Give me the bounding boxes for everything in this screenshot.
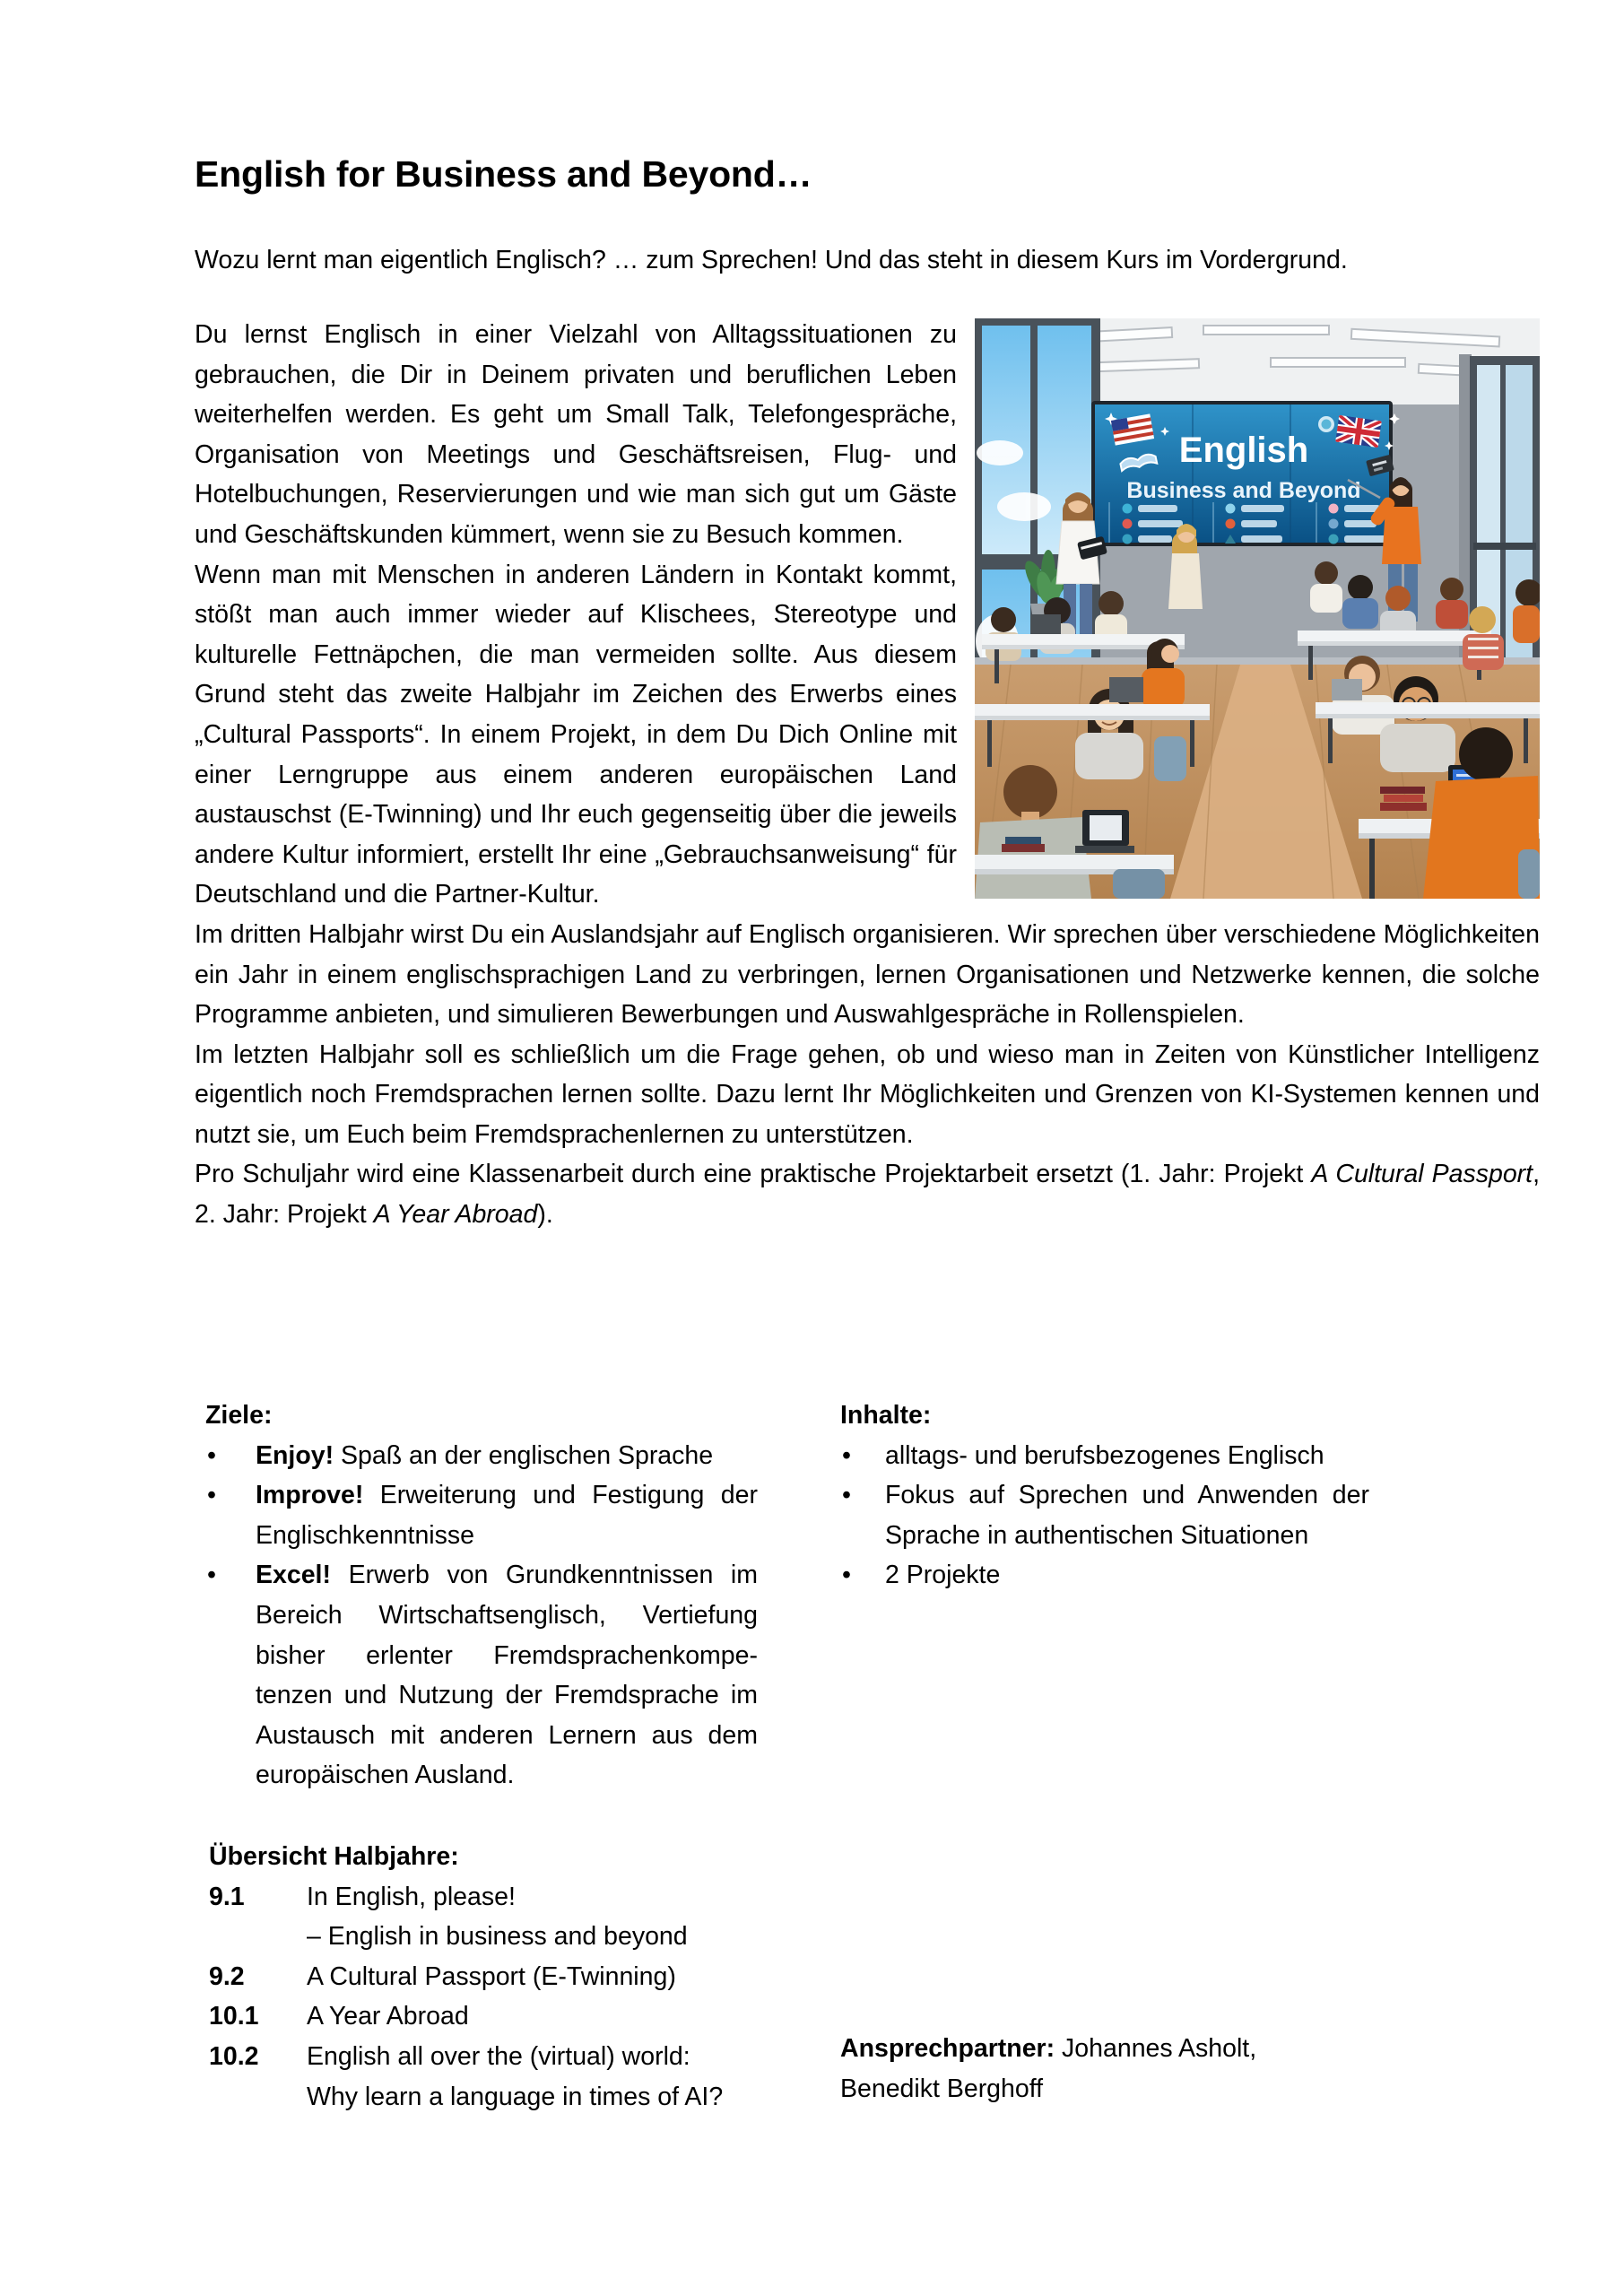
projection-screen bbox=[1091, 401, 1400, 546]
content-text: Fokus auf Sprechen und Anwenden der Sprache in authentischen Situationen bbox=[885, 1481, 1369, 1550]
contact-line-1 bbox=[840, 2029, 1396, 2069]
table-row bbox=[209, 1957, 837, 1997]
table-row bbox=[209, 1877, 837, 1957]
semester-topic bbox=[307, 2037, 837, 2117]
goals-column bbox=[195, 1396, 840, 1796]
goal-text: Erweiterung und Festigung der Englischkenntnisse bbox=[256, 1481, 758, 1550]
paragraph-5 bbox=[195, 1154, 1540, 1234]
content-text: alltags- und berufsbezogenes Englisch bbox=[885, 1440, 1324, 1470]
overview-heading: Übersicht Halbjahre: bbox=[209, 1842, 459, 1871]
contents-list bbox=[840, 1436, 1369, 1596]
goal-lead: Enjoy! bbox=[256, 1440, 334, 1470]
list-item bbox=[205, 1555, 758, 1796]
goals-contents-section bbox=[195, 1396, 1540, 1796]
bullet-icon: • bbox=[207, 1481, 216, 1510]
baseboard bbox=[975, 657, 1540, 665]
bullet-icon: • bbox=[842, 1481, 851, 1510]
paragraph-3: Im dritten Halbjahr wirst Du ein Auslandsjahr auf Englisch organisieren. Wir sprechen über verschiedene Möglichkeiten ein Jahr in einem englischsprachigen Land zu verbringen, lernen Organisationen und Netzwerke kennen, die solche Programme anbieten, und simulieren Bewerbungen und Auswahlgespräche in Rollenspielen. bbox=[195, 919, 1540, 1030]
classroom-illustration bbox=[975, 318, 1540, 899]
page-title: English for Business and Beyond… bbox=[195, 153, 812, 196]
contact-label: Ansprechpartner: bbox=[840, 2034, 1055, 2063]
goal-lead: Improve! bbox=[256, 1481, 364, 1510]
goal-text: Erwerb von Grundkenntnissen im Bereich Wirtschaftsenglisch, Vertiefung bisher erlenter Fremdsprachenkompetenzen und Nutzung der Fremdsprache im Austausch mit anderen Lernern aus dem europäischen Ausland. bbox=[256, 1561, 758, 1790]
classroom-photo bbox=[975, 318, 1540, 899]
list-item bbox=[205, 1475, 758, 1555]
goal-text: Spaß an der englischen Sprache bbox=[334, 1440, 714, 1470]
semester-number: 10.1 bbox=[209, 2002, 259, 2031]
table-row bbox=[209, 1996, 837, 2037]
project-title-year-abroad: A Year Abroad bbox=[373, 1200, 538, 1230]
screen-title: English bbox=[1178, 430, 1309, 470]
paragraph-5-text: , 2. Jahr: Projekt bbox=[195, 1160, 1540, 1230]
screen-subtitle: Business and Beyond bbox=[1126, 478, 1361, 503]
content-text: 2 Projekte bbox=[885, 1561, 1001, 1590]
topic-line: A Cultural Passport (E-Twinning) bbox=[307, 1961, 676, 1991]
topic-line: – English in business and beyond bbox=[307, 1922, 688, 1952]
contact-block bbox=[840, 2029, 1396, 2109]
semester-topic bbox=[307, 1957, 837, 1997]
intro-line: Wozu lernt man eigentlich Englisch? … zum Sprechen! Und das steht in diesem Kurs im Vordergrund. bbox=[195, 246, 1348, 274]
list-item bbox=[205, 1436, 758, 1476]
semester-number: 9.1 bbox=[209, 1882, 245, 1911]
screen-bullet-list bbox=[1109, 502, 1389, 544]
table-row bbox=[209, 2037, 837, 2117]
paragraph-5-text: ). bbox=[537, 1200, 553, 1230]
goals-heading: Ziele: bbox=[205, 1401, 273, 1430]
paragraph-5-text: Pro Schuljahr wird eine Klassenarbeit durch eine praktische Projektarbeit ersetzt (1. Jahr: Projekt bbox=[195, 1160, 1312, 1189]
semester-topic bbox=[307, 1996, 837, 2037]
list-item bbox=[840, 1475, 1369, 1555]
bullet-icon: • bbox=[207, 1440, 216, 1470]
paragraph-1: Du lernst Englisch in einer Vielzahl von Alltagssituationen zu gebrauchen, die Dir in Deinem privaten und beruflichen Leben weiterhelfen werden. Es geht um Small Talk, Telefongespräche, Organisation von Meetings und Geschäftsreisen, Flug- und Hotelbuchungen, Reservierungen und wie man sich gut um Gäste und Geschäftskunden kümmert, wenn sie zu Besuch kommen. bbox=[195, 320, 957, 549]
contact-name: Benedikt Berghoff bbox=[840, 2074, 1044, 2103]
bullet-icon: • bbox=[842, 1561, 851, 1590]
topic-line: In English, please! bbox=[307, 1882, 516, 1911]
topic-line: A Year Abroad bbox=[307, 2002, 469, 2031]
list-item bbox=[840, 1436, 1369, 1476]
contact-name: Johannes Asholt, bbox=[1055, 2034, 1257, 2063]
semester-number: 10.2 bbox=[209, 2041, 259, 2071]
semester-topic bbox=[307, 1877, 837, 1957]
contents-column bbox=[840, 1396, 1540, 1796]
goals-list bbox=[205, 1436, 758, 1796]
main-text bbox=[195, 315, 1540, 1235]
semester-overview-section bbox=[209, 1837, 837, 2117]
bullet-icon: • bbox=[842, 1440, 851, 1470]
contents-heading: Inhalte: bbox=[840, 1401, 932, 1430]
topic-line: Why learn a language in times of AI? bbox=[307, 2082, 724, 2111]
goal-lead: Excel! bbox=[256, 1561, 331, 1590]
topic-line: English all over the (virtual) world: bbox=[307, 2041, 690, 2071]
semester-number: 9.2 bbox=[209, 1961, 245, 1991]
project-title-cultural-passport: A Cultural Passport bbox=[1311, 1160, 1533, 1189]
bullet-icon: • bbox=[207, 1561, 216, 1590]
list-item bbox=[840, 1555, 1369, 1596]
paragraph-4: Im letzten Halbjahr soll es schließlich um die Frage gehen, ob und wieso man in Zeiten von Künstlicher Intelligenz eigentlich noch Fremdsprachen lernen sollte. Dazu lernt Ihr Möglichkeiten und Grenzen von KI-Systemen kennen und nutzt sie, um Euch beim Fremdsprachenlernen zu unterstützen. bbox=[195, 1039, 1540, 1149]
paragraph-2: Wenn man mit Menschen in anderen Ländern in Kontakt kommt, stößt man auch immer wieder auf Klischees, Stereotype und kulturelle Fettnäpchen, die man vermeiden sollte. Aus diesem Grund steht das zweite Halbjahr im Zeichen des Erwerbs eines „Cultural Passports“. In einem Projekt, in dem Du Dich Online mit einer Lerngruppe aus einem anderen europäischen Land austauschst (E-Twinning) und Ihr euch gegenseitig über die jeweils andere Kultur informiert, erstellt Ihr eine „Gebrauchsanweisung“ für Deutschland und die Partner-Kultur. bbox=[195, 560, 957, 909]
